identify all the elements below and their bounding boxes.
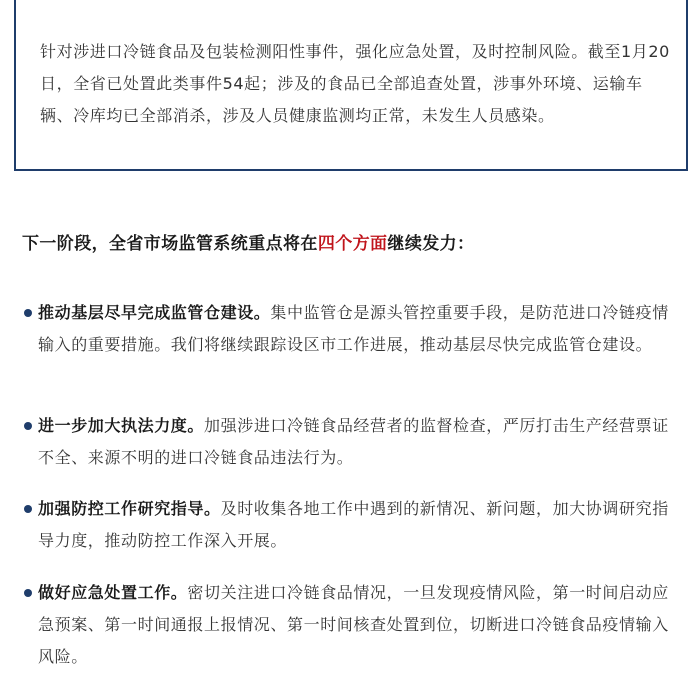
list-item-body: 加强涉进口冷链食品经营者的监督检查，严厉打击生产经营票证不全、来源不明的进口冷链食品违法行为。 xyxy=(38,416,669,467)
list-item-body: 及时收集各地工作中遇到的新情况、新问题，加大协调研究指导力度，推动防控工作深入开展。 xyxy=(38,499,669,550)
list-item xyxy=(22,297,680,361)
heading-text-before: 下一阶段，全省市场监管系统重点将在 xyxy=(22,234,318,254)
bullet-dot-icon xyxy=(24,309,32,317)
list-item-lead: 推动基层尽早完成监管仓建设。 xyxy=(38,303,271,322)
list-item-body: 集中监管仓是源头管控重要手段，是防范进口冷链疫情输入的重要措施。我们将继续跟踪设区市工作进展，推动基层尽快完成监管仓建设。 xyxy=(38,303,669,354)
list-item-text xyxy=(22,410,680,474)
list-item-text xyxy=(22,493,680,557)
list-item-lead: 做好应急处置工作。 xyxy=(38,583,188,602)
summary-callout-box xyxy=(14,0,688,171)
list-item-text xyxy=(22,297,680,361)
heading-text-after: 继续发力： xyxy=(387,234,475,254)
summary-text: 针对涉进口冷链食品及包装检测阳性事件，强化应急处置，及时控制风险。截至1月20日，全省已处置此类事件54起；涉及的食品已全部追查处置，涉事外环境、运输车辆、冷库均已全部消杀，涉及人员健康监测均正常，未发生人员感染。 xyxy=(40,42,670,125)
bullet-dot-icon xyxy=(24,422,32,430)
list-item xyxy=(22,410,680,474)
bullet-dot-icon xyxy=(24,589,32,597)
section-heading xyxy=(22,228,474,260)
bullet-dot-icon xyxy=(24,505,32,513)
heading-highlight: 四个方面 xyxy=(317,234,388,254)
list-item-lead: 加强防控工作研究指导。 xyxy=(38,499,221,518)
list-item-body: 密切关注进口冷链食品情况，一旦发现疫情风险，第一时间启动应急预案、第一时间通报上报情况、第一时间核查处置到位，切断进口冷链食品疫情输入风险。 xyxy=(38,583,669,666)
list-item-lead: 进一步加大执法力度。 xyxy=(38,416,205,435)
list-item xyxy=(22,493,680,557)
list-item-text xyxy=(22,577,680,673)
list-item xyxy=(22,577,680,673)
